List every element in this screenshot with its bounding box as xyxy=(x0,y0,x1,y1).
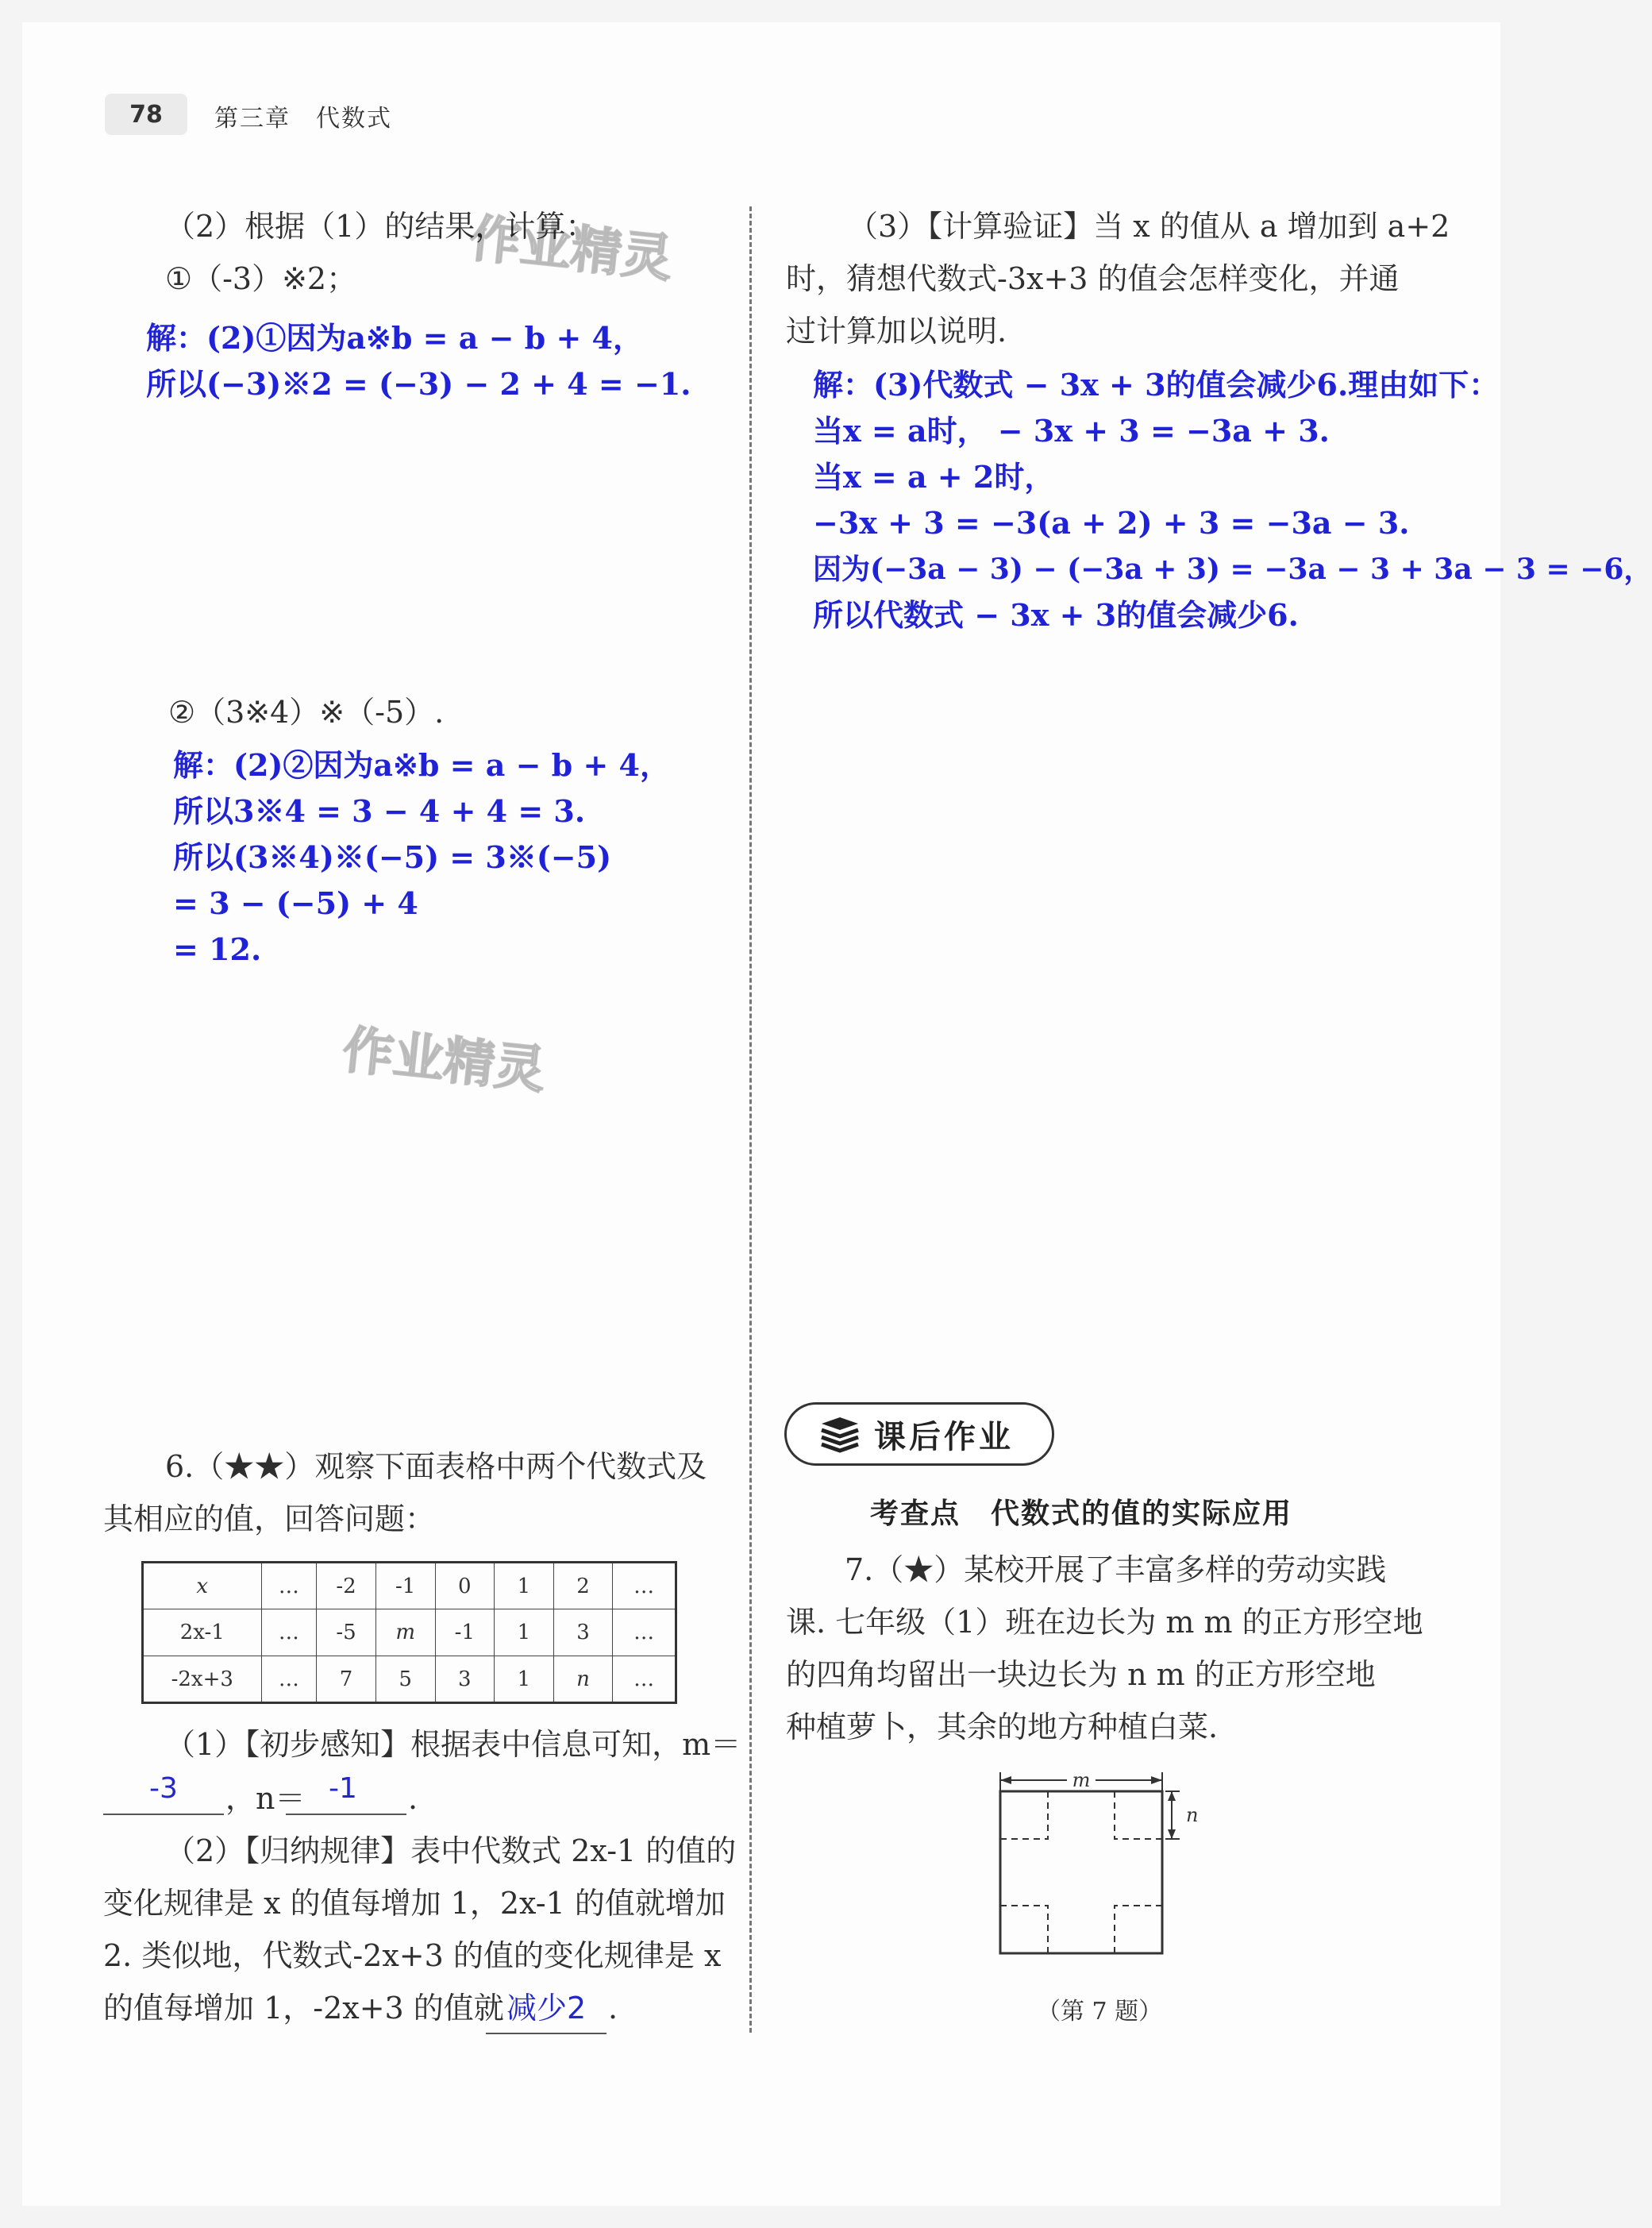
table-cell: -5 xyxy=(317,1609,376,1656)
q7-line: 种植萝卜，其余的地方种植白菜. xyxy=(786,1710,1219,1744)
n-label: n xyxy=(1186,1804,1199,1826)
q6-2-line: 变化规律是 x 的值每增加 1，2x-1 的值就增加 xyxy=(103,1886,726,1921)
q6-2-end: . xyxy=(608,1991,618,2026)
q2-intro: （2）根据（1）的结果，计算： xyxy=(165,209,596,244)
watermark: 作业精灵 xyxy=(340,1020,549,1101)
table-cell: -1 xyxy=(435,1609,495,1656)
answer-m: -3 xyxy=(149,1772,178,1805)
m-label: m xyxy=(1072,1769,1091,1791)
blank-line xyxy=(486,2033,607,2034)
table-row xyxy=(143,1656,676,1703)
table-cell: … xyxy=(613,1563,676,1609)
page-number: 78 xyxy=(105,94,187,135)
q2-2-answer-line: = 12. xyxy=(173,931,262,967)
chapter-title: 第三章 代数式 xyxy=(214,105,392,133)
q3-answer-line: 所以代数式 − 3x + 3的值会减少6. xyxy=(813,597,1299,633)
table-cell: … xyxy=(261,1609,317,1656)
table-cell: 7 xyxy=(317,1656,376,1703)
table-cell: 0 xyxy=(435,1563,495,1609)
q2-2-answer-line: 解：(2)②因为a※b = a − b + 4， xyxy=(173,747,670,783)
column-divider xyxy=(749,206,752,2033)
q6-line: 其相应的值，回答问题： xyxy=(103,1501,436,1536)
table-cell: 3 xyxy=(553,1609,613,1656)
q6-1-n-label: ，n＝ xyxy=(225,1781,306,1816)
q2-2-prompt: ②（3※4）※（-5）. xyxy=(168,695,445,730)
table-cell: 2x-1 xyxy=(143,1609,262,1656)
kaochadian-heading: 考查点 代数式的值的实际应用 xyxy=(870,1498,1293,1530)
table-cell: 1 xyxy=(495,1609,554,1656)
figure-caption: （第 7 题） xyxy=(1037,1998,1163,2026)
q3-answer-line: 当x = a时， − 3x + 3 = −3a + 3. xyxy=(813,413,1330,449)
blank-line xyxy=(103,1814,224,1815)
table-cell: n xyxy=(553,1656,613,1703)
q2-1-answer-line: 解：(2)①因为a※b = a − b + 4， xyxy=(146,320,643,356)
table-row xyxy=(143,1609,676,1656)
table-cell: … xyxy=(613,1609,676,1656)
table-row xyxy=(143,1563,676,1609)
q2-2-answer-line: 所以3※4 = 3 − 4 + 4 = 3. xyxy=(173,793,586,829)
table-cell: 1 xyxy=(495,1563,554,1609)
values-table xyxy=(141,1561,677,1704)
q6-2-line: 的值每增加 1，-2x+3 的值就 xyxy=(103,1991,504,2026)
table-cell: x xyxy=(143,1563,262,1609)
table-cell: 3 xyxy=(435,1656,495,1703)
q7-line: 7.（★）某校开展了丰富多样的劳动实践 xyxy=(845,1552,1387,1587)
q3-answer-line: 当x = a + 2时， xyxy=(813,459,1055,495)
square-figure xyxy=(984,1766,1223,1972)
table-cell: -1 xyxy=(375,1563,435,1609)
table-cell: … xyxy=(261,1656,317,1703)
table-cell: -2 xyxy=(317,1563,376,1609)
blank-line xyxy=(286,1814,406,1815)
q6-line: 6.（★★）观察下面表格中两个代数式及 xyxy=(165,1449,707,1484)
q6-2-line: （2）【归纳规律】表中代数式 2x-1 的值的 xyxy=(165,1833,737,1868)
books-icon xyxy=(818,1414,861,1454)
watermark: 作业精灵 xyxy=(467,209,676,290)
q3-line: 时，猜想代数式-3x+3 的值会怎样变化，并通 xyxy=(786,261,1400,296)
q6-2-line: 2. 类似地，代数式-2x+3 的值的变化规律是 x xyxy=(103,1938,722,1973)
q7-line: 课. 七年级（1）班在边长为 m m 的正方形空地 xyxy=(786,1605,1423,1640)
table-cell: … xyxy=(261,1563,317,1609)
table-cell: 2 xyxy=(553,1563,613,1609)
q2-2-answer-line: = 3 − (−5) + 4 xyxy=(173,885,418,921)
q3-line: 过计算加以说明. xyxy=(786,314,1007,349)
table-cell: 5 xyxy=(375,1656,435,1703)
q3-line: （3）【计算验证】当 x 的值从 a 增加到 a+2 xyxy=(848,209,1450,244)
table-cell: … xyxy=(613,1656,676,1703)
q6-1-end: . xyxy=(408,1781,418,1816)
section-header xyxy=(784,1402,1054,1466)
q2-2-answer-line: 所以(3※4)※(−5) = 3※(−5) xyxy=(173,839,612,875)
q6-1-text: （1）【初步感知】根据表中信息可知，m＝ xyxy=(165,1727,741,1762)
q2-1-prompt: ①（-3）※2； xyxy=(165,261,357,296)
answer-decrease: 减少2 xyxy=(506,1991,587,2026)
q3-answer-line: 解：(3)代数式 − 3x + 3的值会减少6.理由如下： xyxy=(813,367,1500,403)
answer-n: -1 xyxy=(329,1772,357,1805)
table-cell: -2x+3 xyxy=(143,1656,262,1703)
q2-1-answer-line: 所以(−3)※2 = (−3) − 2 + 4 = −1. xyxy=(146,366,691,402)
q3-answer-line: 因为(−3a − 3) − (−3a + 3) = −3a − 3 + 3a − 3 = −6， xyxy=(813,553,1652,586)
table-cell: m xyxy=(375,1609,435,1656)
q3-answer-line: −3x + 3 = −3(a + 2) + 3 = −3a − 3. xyxy=(813,505,1410,541)
section-title: 课后作业 xyxy=(874,1418,1014,1455)
table-cell: 1 xyxy=(495,1656,554,1703)
q7-line: 的四角均留出一块边长为 n m 的正方形空地 xyxy=(786,1657,1376,1692)
